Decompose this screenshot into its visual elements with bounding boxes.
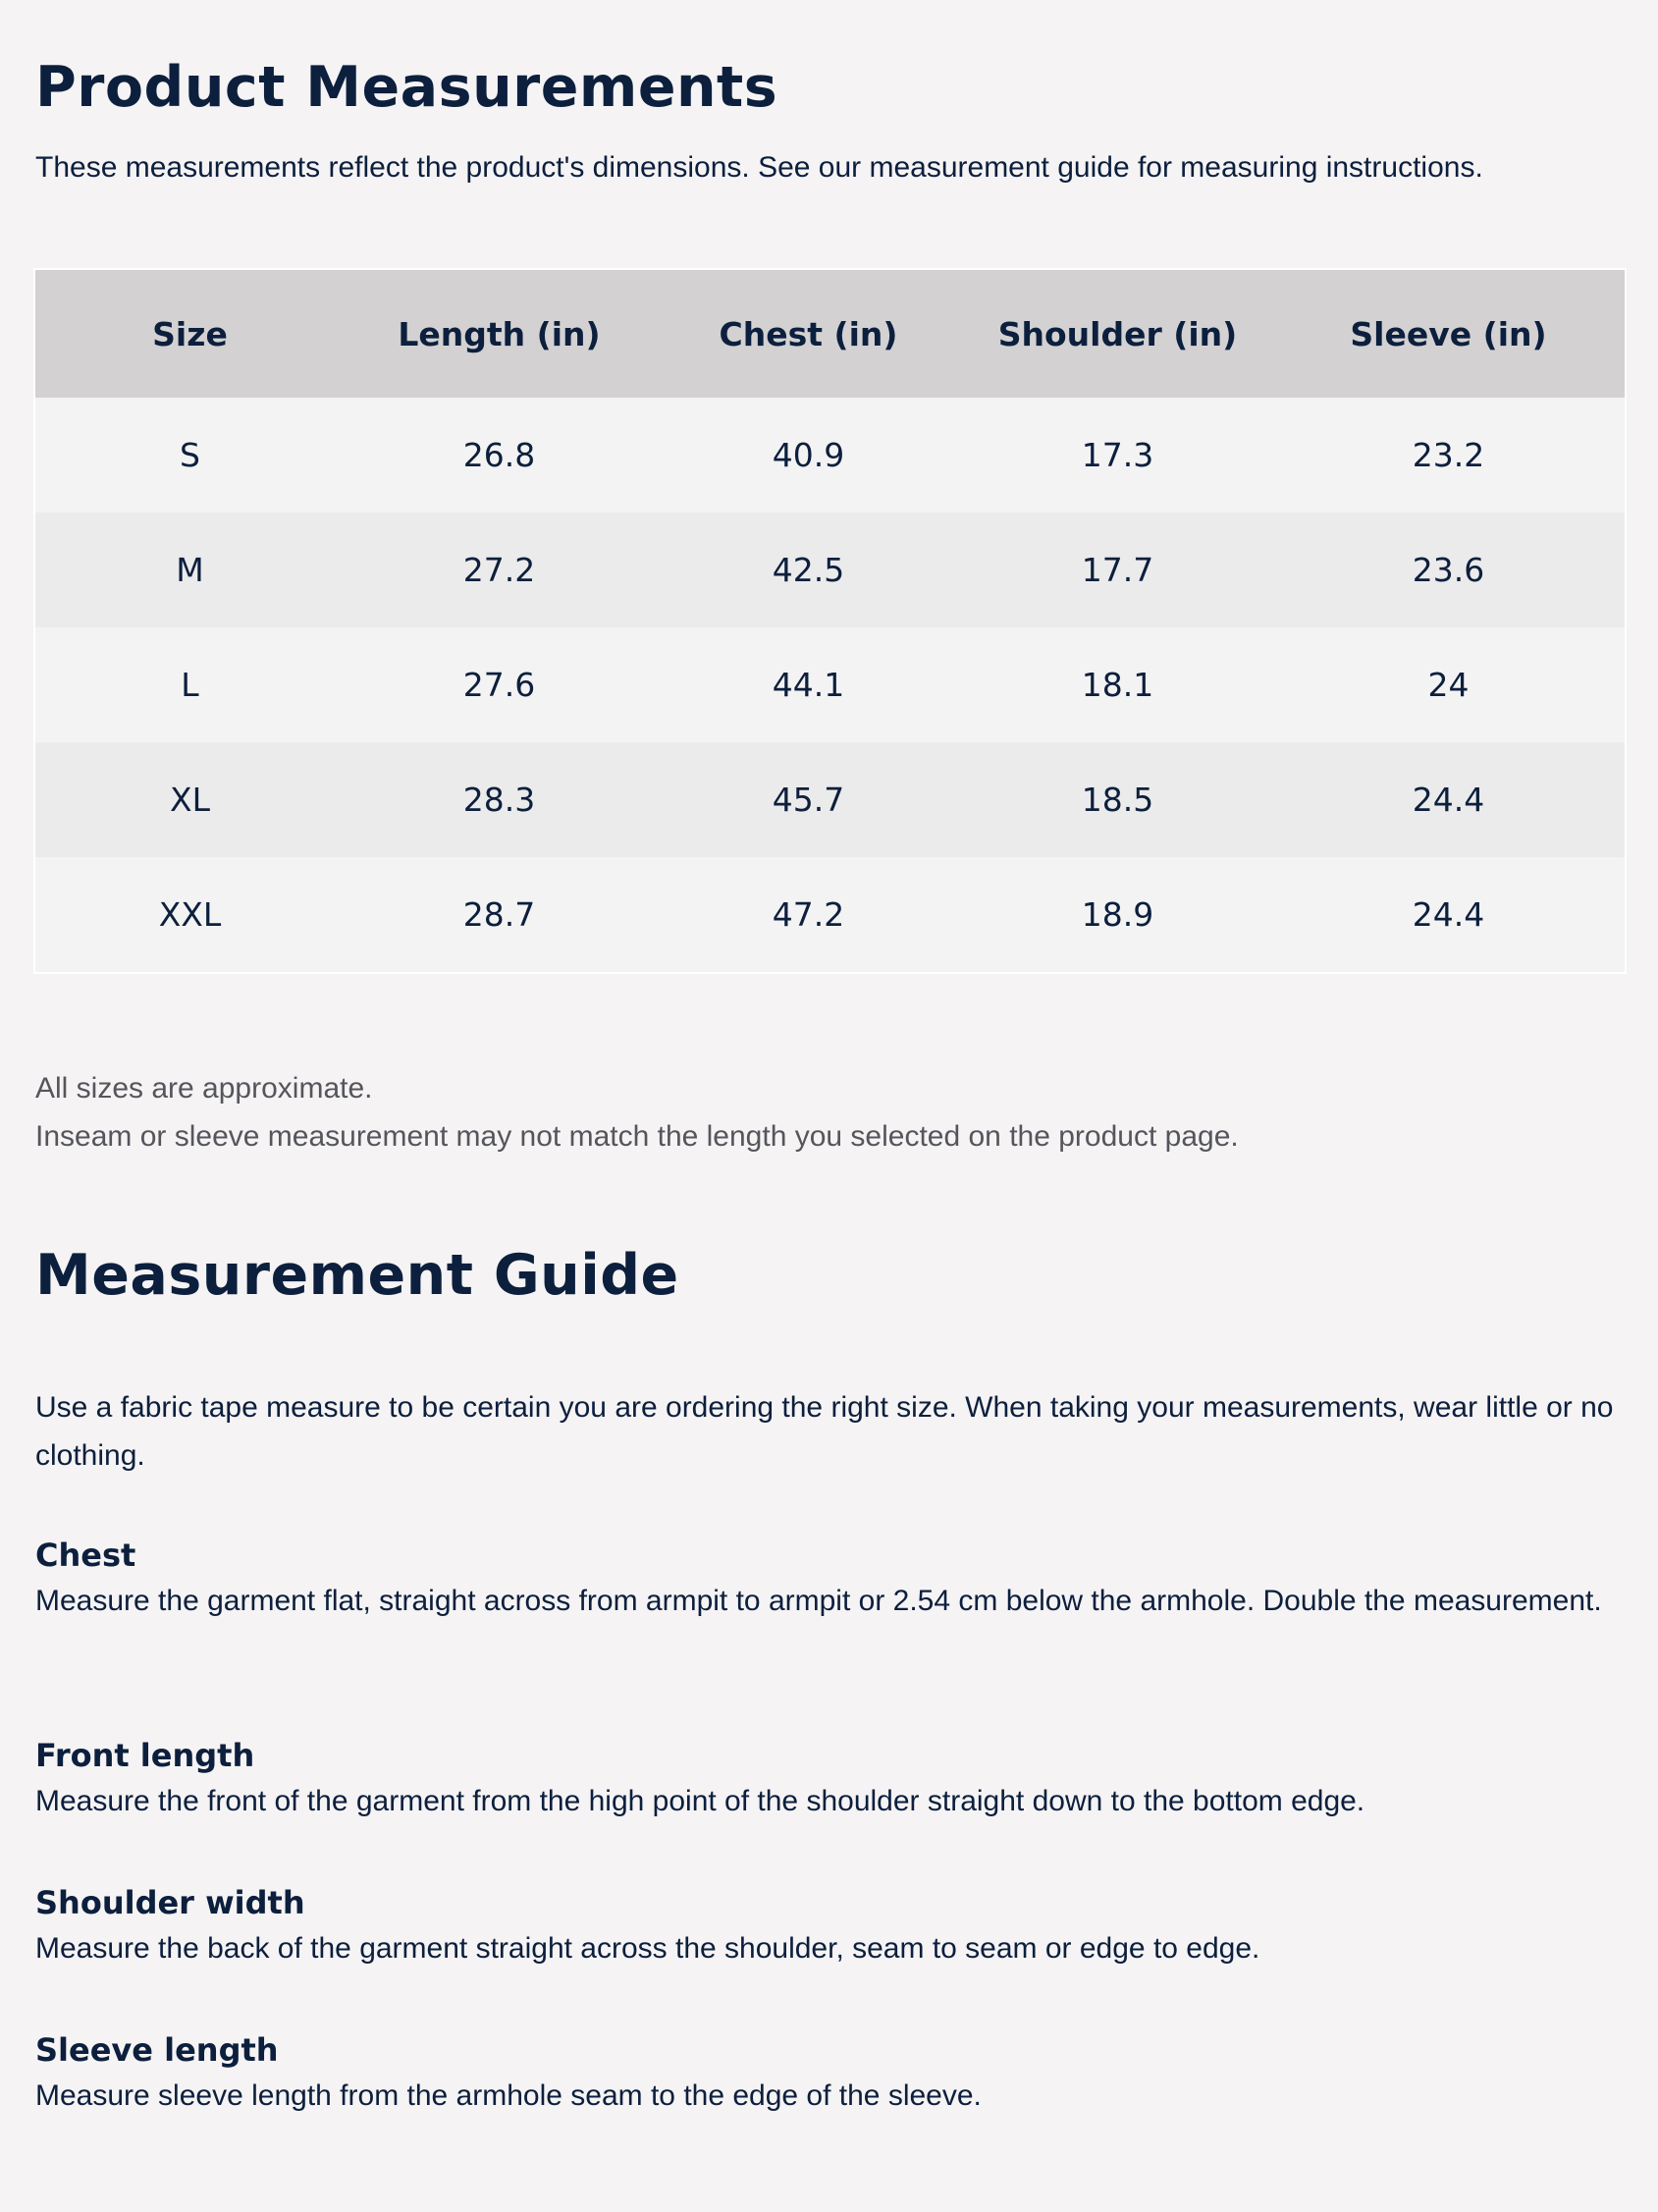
cell-sleeve: 23.6 xyxy=(1412,551,1485,589)
section-title: Sleeve length xyxy=(35,2031,279,2069)
size-notes xyxy=(35,1064,1239,1160)
table-row xyxy=(35,513,1625,627)
section-title: Chest xyxy=(35,1537,136,1574)
cell-sleeve: 24.4 xyxy=(1412,895,1485,934)
cell-shoulder: 18.5 xyxy=(1081,781,1154,819)
cell-shoulder: 17.3 xyxy=(1081,436,1154,474)
section-text: Measure sleeve length from the armhole seam to the edge of the sleeve. xyxy=(35,2079,982,2112)
guide-section-sleeve-length xyxy=(35,2028,1635,2120)
section-text: Measure the garment flat, straight across from armpit to armpit or 2.54 cm below the armhole. Double the measurement. xyxy=(35,1585,1602,1617)
section-title: Shoulder width xyxy=(35,1884,305,1921)
cell-size: XL xyxy=(170,781,210,819)
cell-length: 27.2 xyxy=(462,551,536,589)
guide-intro: Use a fabric tape measure to be certain you are ordering the right size. When taking your measurements, wear little or no clothing. xyxy=(35,1391,1614,1472)
cell-size: XXL xyxy=(158,895,222,934)
cell-shoulder: 18.9 xyxy=(1081,895,1154,934)
page-title: Product Measurements xyxy=(35,55,778,120)
guide-section-chest xyxy=(35,1534,1635,1625)
cell-length: 28.7 xyxy=(462,895,536,934)
measurements-intro: These measurements reflect the product's dimensions. See our measurement guide for measuring instructions. xyxy=(35,151,1483,184)
cell-shoulder: 17.7 xyxy=(1081,551,1154,589)
table-body xyxy=(35,398,1625,972)
measurements-table-container xyxy=(33,268,1627,974)
cell-chest: 42.5 xyxy=(772,551,845,589)
note-inseam-sleeve: Inseam or sleeve measurement may not match the length you selected on the product page. xyxy=(35,1120,1239,1153)
cell-size: M xyxy=(176,551,204,589)
cell-sleeve: 24 xyxy=(1427,666,1470,704)
cell-length: 28.3 xyxy=(462,781,536,819)
guide-title: Measurement Guide xyxy=(35,1243,679,1308)
table-header-row xyxy=(35,270,1625,398)
table-row xyxy=(35,627,1625,742)
cell-length: 26.8 xyxy=(462,436,536,474)
cell-chest: 47.2 xyxy=(772,895,845,934)
table-row xyxy=(35,742,1625,857)
cell-size: L xyxy=(181,666,199,704)
header-sleeve: Sleeve (in) xyxy=(1350,314,1547,353)
note-approximate: All sizes are approximate. xyxy=(35,1072,373,1105)
table-row xyxy=(35,398,1625,513)
cell-length: 27.6 xyxy=(462,666,536,704)
header-length: Length (in) xyxy=(398,314,601,353)
table-row xyxy=(35,857,1625,972)
section-text: Measure the back of the garment straight across the shoulder, seam to seam or edge to edge. xyxy=(35,1932,1260,1965)
section-title: Front length xyxy=(35,1737,255,1774)
cell-sleeve: 24.4 xyxy=(1412,781,1485,819)
header-shoulder: Shoulder (in) xyxy=(997,314,1238,353)
measurements-table xyxy=(35,270,1625,972)
cell-shoulder: 18.1 xyxy=(1081,666,1154,704)
guide-section-shoulder-width xyxy=(35,1881,1635,1972)
cell-chest: 45.7 xyxy=(772,781,845,819)
cell-chest: 44.1 xyxy=(772,666,845,704)
cell-sleeve: 23.2 xyxy=(1412,436,1485,474)
header-chest: Chest (in) xyxy=(719,314,898,353)
guide-section-front-length xyxy=(35,1734,1635,1825)
cell-size: S xyxy=(180,436,200,474)
cell-chest: 40.9 xyxy=(772,436,845,474)
section-text: Measure the front of the garment from the high point of the shoulder straight down to the bottom edge. xyxy=(35,1785,1365,1817)
table-header xyxy=(35,270,1625,398)
header-size: Size xyxy=(152,314,228,353)
